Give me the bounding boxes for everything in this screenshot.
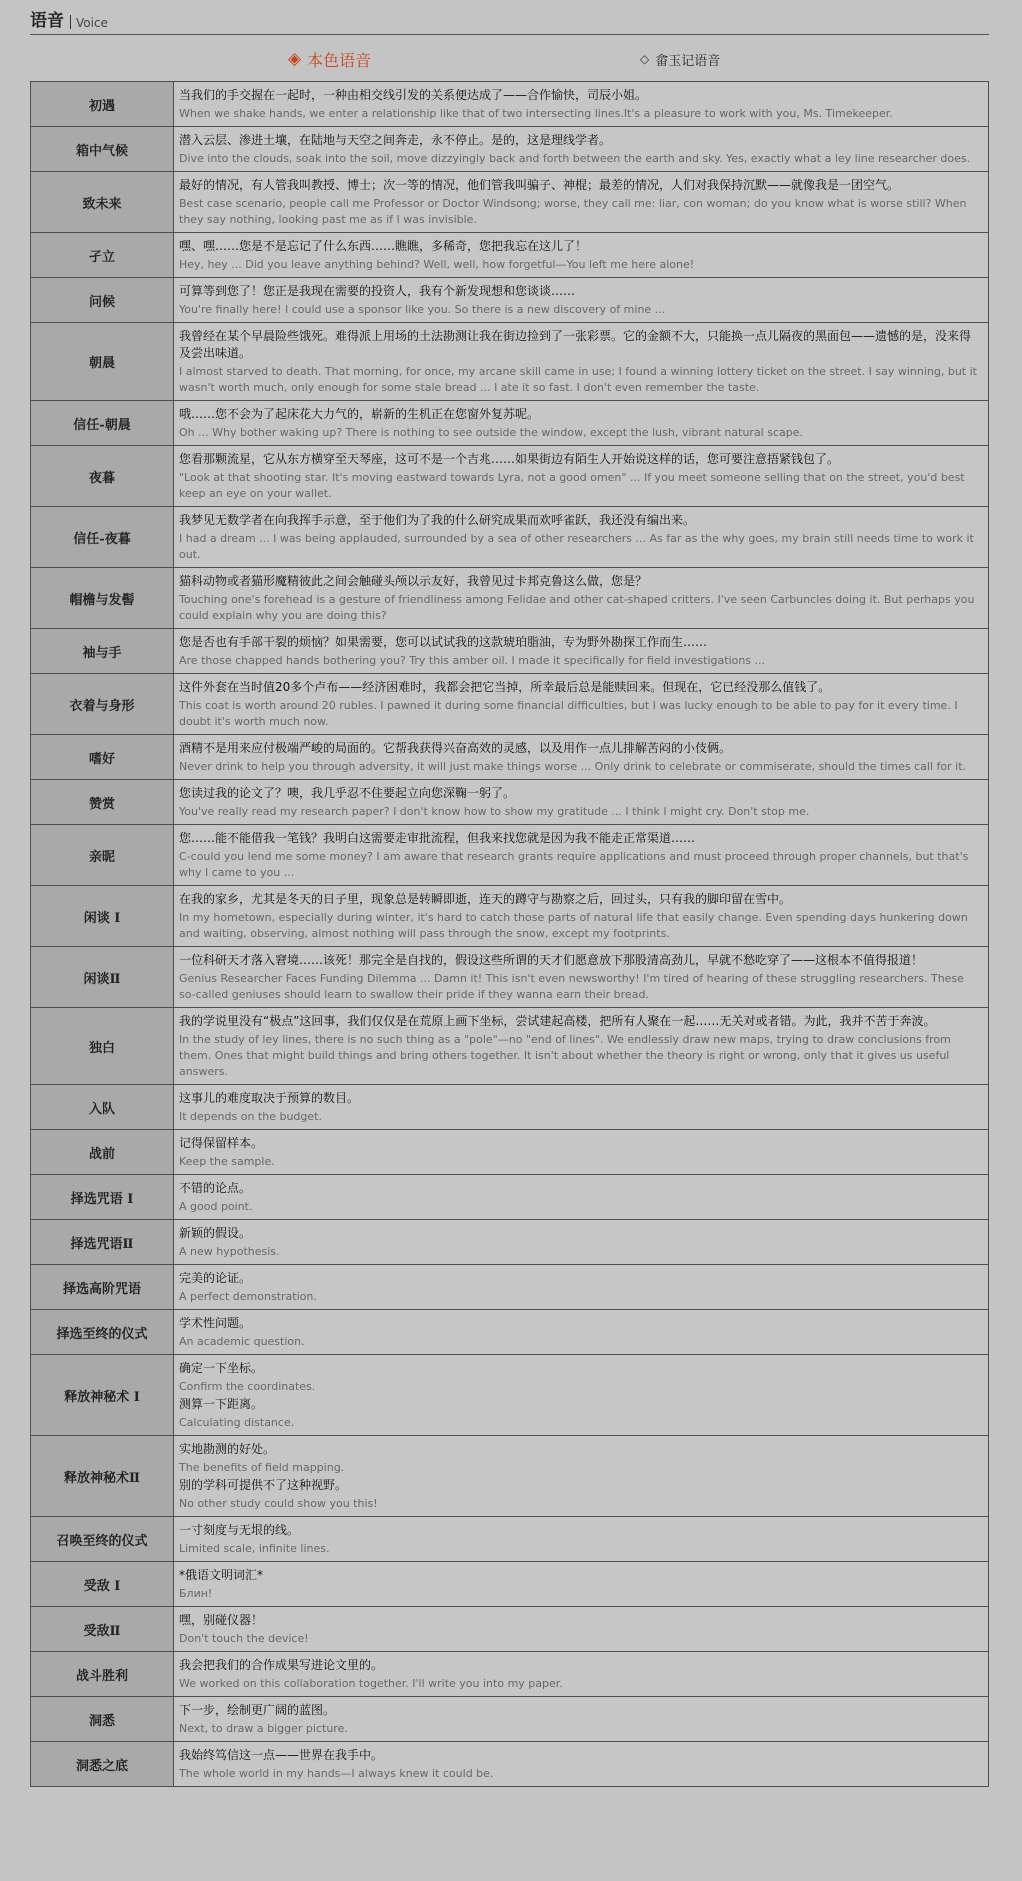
voice-content [174,674,989,735]
voice-content [174,1742,989,1787]
voice-content [174,1220,989,1265]
voice-line-chinese: 哦……您不会为了起床花大力气的，崭新的生机正在您窗外复苏呢。 [179,407,540,421]
voice-lines-table [30,81,989,1787]
voice-label: 初遇 [31,82,174,127]
voice-content [174,278,989,323]
voice-row [31,1265,989,1310]
voice-line-english: A good point. [179,1200,253,1213]
voice-row [31,735,989,780]
voice-row [31,674,989,735]
voice-row [31,1175,989,1220]
voice-rows [31,82,989,1787]
voice-label: 信任-朝晨 [31,401,174,446]
voice-content [174,825,989,886]
voice-content [174,1008,989,1085]
voice-line-chinese: 潜入云层、渗进土壤，在陆地与天空之间奔走，永不停止。是的，这是理线学者。 [179,133,612,147]
voice-line-chinese: 别的学科可提供不了这种视野。 [179,1478,348,1492]
voice-label: 召唤至终的仪式 [31,1517,174,1562]
voice-line-chinese: 猫科动物或者猫形魔精彼此之间会触碰头颅以示友好，我曾见过卡邦克鲁这么做，您是？ [179,574,648,588]
voice-label: 释放神秘术Ⅱ [31,1436,174,1517]
voice-label: 衣着与身形 [31,674,174,735]
voice-line-chinese: 这事儿的难度取决于预算的数目。 [179,1091,360,1105]
voice-line-chinese: 我梦见无数学者在向我挥手示意，至于他们为了我的什么研究成果而欢呼雀跃，我还没有编出来。 [179,513,696,527]
voice-row [31,1130,989,1175]
voice-label: 择选咒语Ⅱ [31,1220,174,1265]
voice-line-english: We worked on this collaboration together. I'll write you into my paper. [179,1677,563,1690]
voice-row [31,507,989,568]
voice-line-english: When we shake hands, we enter a relationship like that of two intersecting lines.It's a pleasure to work with you, Ms. Timekeeper. [179,107,893,120]
voice-row [31,127,989,172]
voice-label: 洞悉 [31,1697,174,1742]
voice-line-english: Next, to draw a bigger picture. [179,1722,348,1735]
voice-line-english: Touching one's forehead is a gesture of friendliness among Felidae and other cat-shaped critters. I've seen Carbuncles doing it. But perhaps you could explain why you are doing this? [179,593,975,622]
voice-row [31,1697,989,1742]
voice-line-chinese: 测算一下距离。 [179,1397,264,1411]
voice-label: 受敌 I [31,1562,174,1607]
voice-line-english: An academic question. [179,1335,305,1348]
voice-row [31,172,989,233]
voice-label: 择选至终的仪式 [31,1310,174,1355]
voice-row [31,629,989,674]
tab-default-voice[interactable] [288,44,371,74]
title-divider [70,15,71,29]
tab-label: 本色语音 [307,50,372,70]
voice-row [31,401,989,446]
voice-content [174,1607,989,1652]
voice-row [31,780,989,825]
voice-content [174,507,989,568]
voice-line-chinese: 可算等到您了！您正是我现在需要的投资人，我有个新发现想和您谈谈…… [179,284,576,298]
voice-row [31,446,989,507]
voice-line-chinese: 一位科研天才落入窘境……该死！那完全是自找的，假设这些所谓的天才们愿意放下那股清高劲儿，早就不愁吃穿了——这根本不值得报道！ [179,953,924,967]
voice-line-chinese: 我会把我们的合作成果写进论文里的。 [179,1658,384,1672]
voice-row [31,1517,989,1562]
voice-line-chinese: 我的学说里没有“极点”这回事，我们仅仅是在荒原上画下坐标，尝试建起高楼，把所有人聚在一起……无关对或者错。为此，我并不苦于奔波。 [179,1014,936,1028]
voice-row [31,278,989,323]
voice-label: 择选咒语 I [31,1175,174,1220]
voice-row [31,1562,989,1607]
voice-line-chinese: *俄语文明词汇* [179,1568,264,1582]
voice-content [174,401,989,446]
section-subtitle: Voice [76,16,108,30]
voice-row [31,1742,989,1787]
voice-line-english: You've really read my research paper? I don't know how to show my gratitude ... I think I might cry. Don't stop me. [179,805,810,818]
voice-content [174,82,989,127]
tab-outfit-voice[interactable] [640,44,720,74]
voice-label: 赞赏 [31,780,174,825]
voice-line-english: Don't touch the device! [179,1632,309,1645]
voice-line-chinese: 确定一下坐标。 [179,1361,264,1375]
voice-line-chinese: 我曾经在某个早晨险些饿死。难得派上用场的土法勘测让我在街边捡到了一张彩票。它的金额不大，只能换一点儿隔夜的黑面包——遗憾的是，没来得及尝出味道。 [179,329,972,360]
voice-row [31,825,989,886]
voice-line-chinese: 最好的情况，有人管我叫教授、博士；次一等的情况，他们管我叫骗子、神棍；最差的情况，人们对我保持沉默——就像我是一团空气。 [179,178,900,192]
voice-line-english: The benefits of field mapping. [179,1461,345,1474]
voice-label: 袖与手 [31,629,174,674]
voice-content [174,947,989,1008]
voice-content [174,1355,989,1436]
voice-line-english: This coat is worth around 20 rubles. I pawned it during some financial difficulties, but I was lucky enough to be able to pay for it every time. I doubt it's worth much now. [179,699,958,728]
voice-line-english: No other study could show you this! [179,1497,378,1510]
voice-label: 独白 [31,1008,174,1085]
voice-label: 致未来 [31,172,174,233]
voice-row [31,1355,989,1436]
voice-line-english: In the study of ley lines, there is no such thing as a "pole"—no "end of lines". We endlessly draw new maps, trying to draw conclusions from them. Ones that might build things and bring others together. It isn't about whether the theory is right or wrong, only that it gives us useful answers. [179,1033,951,1078]
voice-line-chinese: 下一步，绘制更广阔的蓝图。 [179,1703,336,1717]
voice-line-english: C-could you lend me some money? I am aware that research grants require applications and must proceed through proper channels, but that's why I came to you ... [179,850,969,879]
voice-content [174,1697,989,1742]
voice-label: 战前 [31,1130,174,1175]
voice-label: 问候 [31,278,174,323]
voice-line-chinese: 您是否也有手部干裂的烦恼？如果需要，您可以试试我的这款琥珀脂油，专为野外勘探工作而生…… [179,635,708,649]
voice-content [174,780,989,825]
voice-row [31,1436,989,1517]
voice-row [31,1220,989,1265]
voice-content [174,1436,989,1517]
voice-label: 亲昵 [31,825,174,886]
voice-line-english: You're finally here! I could use a sponsor like you. So there is a new discovery of mine ... [179,303,666,316]
voice-label: 择选高阶咒语 [31,1265,174,1310]
voice-label: 闲谈Ⅱ [31,947,174,1008]
voice-line-english: I almost starved to death. That morning, for once, my arcane skill came in use; I found a winning lottery ticket on the street. I say winning, but it wasn't worth much, only enough for some stale bread ... I ate it so fast. I don't even remember the taste. [179,365,977,394]
voice-row [31,947,989,1008]
voice-label: 孑立 [31,233,174,278]
voice-line-english: "Look at that shooting star. It's moving eastward towards Lyra, not a good omen" ... If you meet someone selling that on the street, you'd best keep an eye on your wallet. [179,471,965,500]
voice-content [174,1517,989,1562]
voice-label: 帽檐与发髻 [31,568,174,629]
voice-content [174,735,989,780]
voice-line-chinese: 嘿、嘿……您是不是忘记了什么东西……瞧瞧，多稀奇，您把我忘在这儿了！ [179,239,588,253]
voice-row [31,323,989,401]
voice-content [174,233,989,278]
voice-content [174,1310,989,1355]
tab-label: 畲玉记语音 [655,53,721,69]
voice-line-english: Dive into the clouds, soak into the soil, move dizzyingly back and forth between the earth and sky. Yes, exactly what a ley line researcher does. [179,152,971,165]
voice-line-english: It depends on the budget. [179,1110,322,1123]
voice-line-english: Best case scenario, people call me Professor or Doctor Windsong; worse, they call me: liar, con woman; do you know what is worse still? When they say nothing, looking past me as if I was invisible. [179,197,967,226]
voice-content [174,323,989,401]
voice-content [174,568,989,629]
voice-row [31,233,989,278]
voice-label: 洞悉之底 [31,1742,174,1787]
voice-line-english: Oh ... Why bother waking up? There is nothing to see outside the window, except the lush, vibrant natural scape. [179,426,804,439]
voice-label: 释放神秘术 I [31,1355,174,1436]
voice-line-english: Confirm the coordinates. [179,1380,316,1393]
voice-label: 受敌Ⅱ [31,1607,174,1652]
voice-label: 入队 [31,1085,174,1130]
voice-line-english: Never drink to help you through adversity, it will just make things worse ... Only drink to celebrate or commiserate, should the times call for it. [179,760,966,773]
voice-line-english: Блин! [179,1587,213,1600]
voice-content [174,1265,989,1310]
voice-line-chinese: 不错的论点。 [179,1181,252,1195]
voice-line-english: Calculating distance. [179,1416,295,1429]
diamond-outline-icon: ◇ [640,52,650,66]
voice-line-chinese: 当我们的手交握在一起时，一种由相交线引发的关系便达成了——合作愉快，司辰小姐。 [179,88,648,102]
voice-line-english: Keep the sample. [179,1155,275,1168]
voice-line-english: In my hometown, especially during winter, it's hard to catch those parts of natural life that easily change. Even spending days hunkering down and waiting, observing, almost nothing will pass through the snow, except my footprints. [179,911,968,940]
voice-line-chinese: 在我的家乡，尤其是冬天的日子里，现象总是转瞬即逝，连天的蹲守与勘察之后，回过头，只有我的脚印留在雪中。 [179,892,792,906]
voice-line-chinese: 实地勘测的好处。 [179,1442,276,1456]
voice-line-chinese: 我始终笃信这一点——世界在我手中。 [179,1748,384,1762]
voice-line-chinese: 您读过我的论文了？噢，我几乎忍不住要起立向您深鞠一躬了。 [179,786,516,800]
section-header [30,8,989,35]
voice-line-chinese: 新颖的假设。 [179,1226,252,1240]
voice-line-english: The whole world in my hands—I always knew it could be. [179,1767,494,1780]
voice-line-chinese: 学术性问题。 [179,1316,252,1330]
voice-content [174,127,989,172]
voice-line-english: A new hypothesis. [179,1245,280,1258]
voice-row [31,1652,989,1697]
voice-line-english: Hey, hey ... Did you leave anything behind? Well, well, how forgetful—You left me here alone! [179,258,695,271]
voice-content [174,1175,989,1220]
section-title: 语音 [30,11,64,31]
voice-label: 闲谈 I [31,886,174,947]
voice-label: 嗜好 [31,735,174,780]
voice-line-chinese: 酒精不是用来应付极端严峻的局面的。它帮我获得兴奋高效的灵感，以及用作一点儿排解苦闷的小伎俩。 [179,741,732,755]
voice-row [31,1008,989,1085]
voice-line-english: Genius Researcher Faces Funding Dilemma ... Damn it! This isn't even newsworthy! I'm tired of hearing of these struggling researchers. These so-called geniuses should learn to swallow their pride if they wanna earn their bread. [179,972,964,1001]
voice-line-chinese: 完美的论证。 [179,1271,252,1285]
voice-content [174,1652,989,1697]
voice-content [174,886,989,947]
voice-line-chinese: 嘿，别碰仪器！ [179,1613,264,1627]
voice-line-english: I had a dream ... I was being applauded, surrounded by a sea of other researchers ... As far as the why goes, my brain still needs time to work it out. [179,532,974,561]
voice-line-chinese: 您……能不能借我一笔钱？我明白这需要走审批流程，但我来找您就是因为我不能走正常渠道…… [179,831,696,845]
voice-line-chinese: 这件外套在当时值20多个卢布——经济困难时，我都会把它当掉，所幸最后总是能赎回来。但现在，它已经没那么值钱了。 [179,680,831,694]
voice-line-chinese: 您看那颗流星，它从东方横穿至天琴座，这可不是一个吉兆……如果街边有陌生人开始说这样的话，您可要注意捂紧钱包了。 [179,452,840,466]
voice-tabs [30,44,989,74]
voice-label: 箱中气候 [31,127,174,172]
voice-content [174,172,989,233]
voice-content [174,629,989,674]
voice-label: 信任-夜暮 [31,507,174,568]
voice-line-english: A perfect demonstration. [179,1290,317,1303]
voice-label: 战斗胜利 [31,1652,174,1697]
voice-line-chinese: 一寸刻度与无垠的线。 [179,1523,300,1537]
voice-content [174,1562,989,1607]
voice-line-english: Limited scale, infinite lines. [179,1542,330,1555]
voice-content [174,1085,989,1130]
diamond-icon: ◈ [288,48,302,69]
voice-row [31,886,989,947]
voice-row [31,1310,989,1355]
voice-content [174,1130,989,1175]
voice-line-chinese: 记得保留样本。 [179,1136,264,1150]
voice-label: 夜暮 [31,446,174,507]
voice-content [174,446,989,507]
voice-row [31,1607,989,1652]
voice-row [31,82,989,127]
voice-row [31,568,989,629]
voice-label: 朝晨 [31,323,174,401]
voice-row [31,1085,989,1130]
voice-line-english: Are those chapped hands bothering you? Try this amber oil. I made it specifically for field investigations ... [179,654,766,667]
